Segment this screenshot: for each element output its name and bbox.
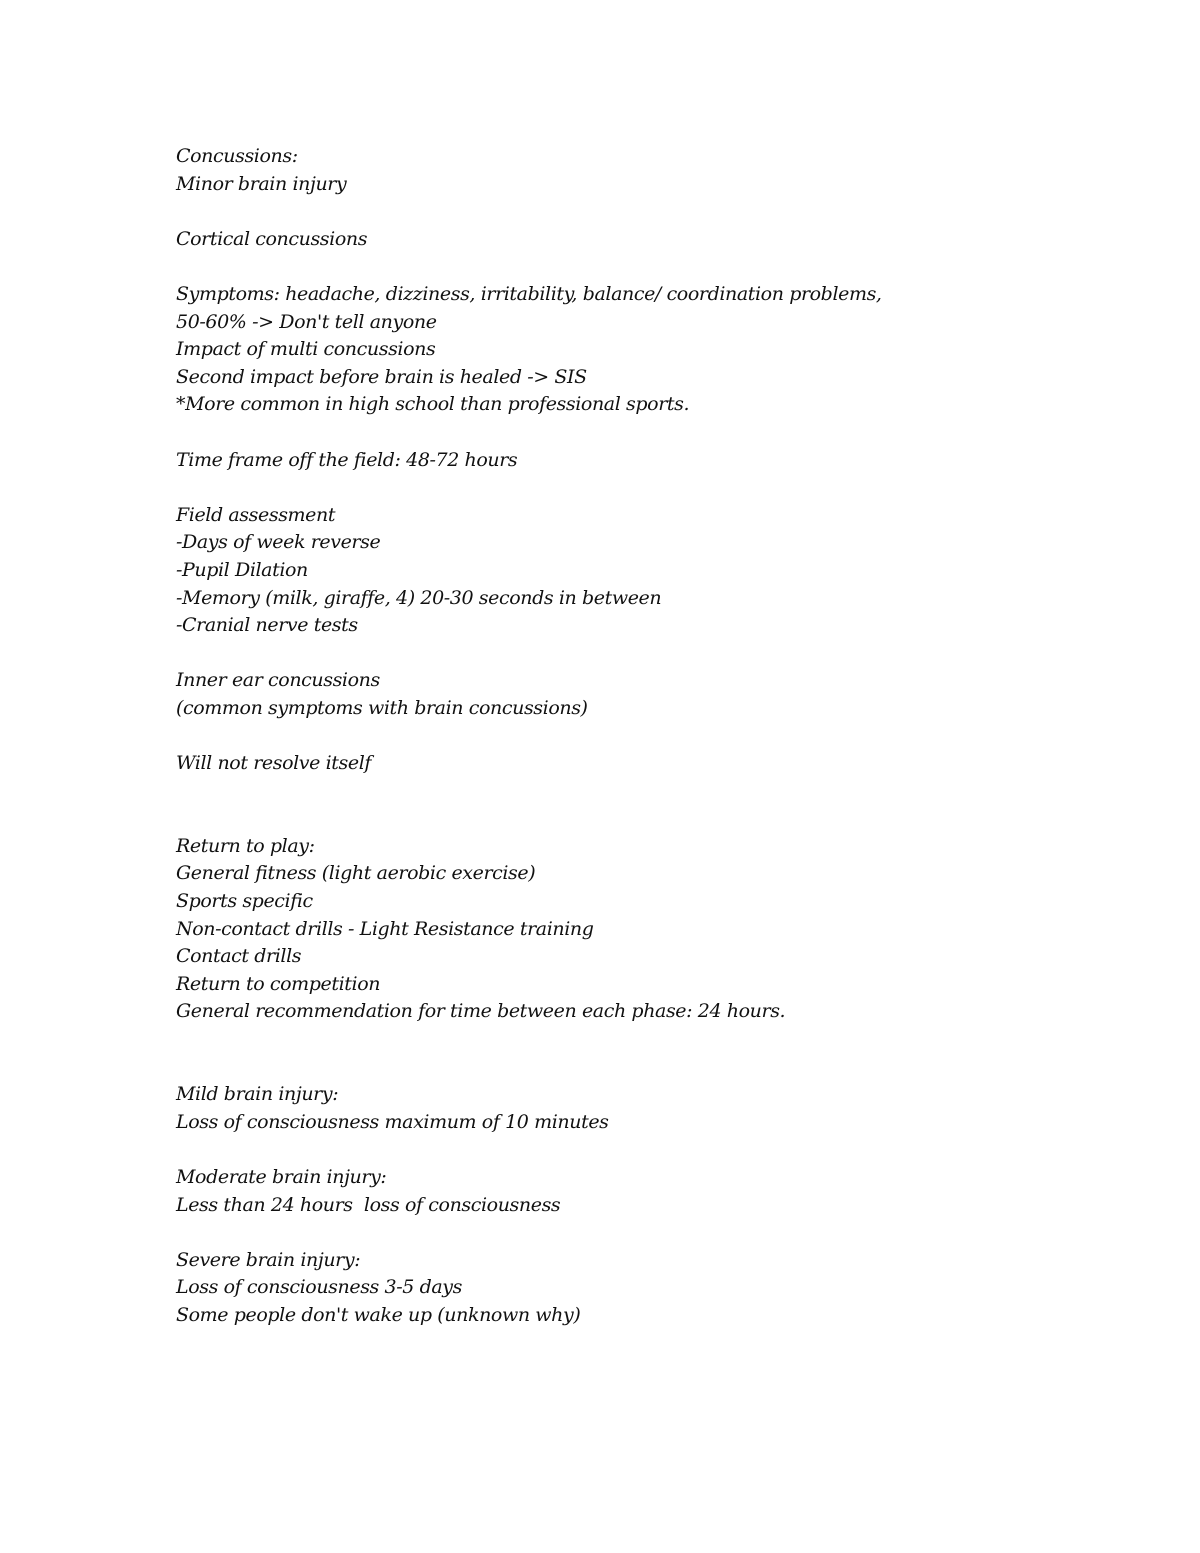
inner-ear-note: (common symptoms with brain concussions)	[176, 696, 588, 719]
field-assessment-item: -Days of week reverse	[176, 531, 381, 554]
return-to-play-step: General recommendation for time between each phase: 24 hours.	[176, 1000, 786, 1023]
return-to-play-heading: Return to play:	[176, 834, 315, 857]
moderate-injury-detail: Less than 24 hours loss of consciousness	[176, 1193, 561, 1216]
concussions-heading: Concussions:	[176, 145, 298, 167]
mild-injury-detail: Loss of consciousness maximum of 10 minutes	[176, 1110, 609, 1133]
field-assessment-heading: Field assessment	[176, 503, 336, 526]
spacer	[176, 722, 1076, 750]
return-to-play-step: Sports specific	[176, 890, 313, 913]
resolve-text: Will not resolve itself	[176, 752, 372, 775]
spacer	[176, 1026, 1076, 1081]
inner-ear-heading: Inner ear concussions	[176, 669, 380, 692]
spacer	[176, 474, 1076, 502]
return-to-play-step: Non-contact drills - Light Resistance training	[176, 917, 594, 940]
symptoms-line: Impact of multi concussions	[176, 338, 436, 361]
symptoms-line: Symptoms: headache, dizziness, irritability, balance/ coordination problems,	[176, 282, 882, 305]
spacer	[176, 640, 1076, 668]
severe-injury-heading: Severe brain injury:	[176, 1248, 361, 1271]
spacer	[176, 778, 1076, 833]
time-frame-text: Time frame off the field: 48-72 hours	[176, 448, 518, 471]
symptoms-line: Second impact before brain is healed -> SIS	[176, 365, 587, 388]
concussions-definition: Minor brain injury	[176, 172, 347, 195]
spacer	[176, 1136, 1076, 1164]
field-assessment-item: -Cranial nerve tests	[176, 614, 358, 637]
return-to-play-step: Return to competition	[176, 972, 381, 995]
document-body	[176, 143, 1076, 1330]
field-assessment-item: -Pupil Dilation	[176, 558, 308, 581]
spacer	[176, 419, 1076, 447]
return-to-play-step: General fitness (light aerobic exercise)	[176, 862, 536, 885]
symptoms-line: 50-60% -> Don't tell anyone	[176, 310, 437, 333]
spacer	[176, 253, 1076, 281]
cortical-concussions-title: Cortical concussions	[176, 227, 368, 250]
field-assessment-item: -Memory (milk, giraffe, 4) 20-30 seconds in between	[176, 586, 662, 609]
spacer	[176, 1219, 1076, 1247]
symptoms-line: *More common in high school than professional sports.	[176, 393, 690, 416]
return-to-play-step: Contact drills	[176, 945, 302, 968]
moderate-injury-heading: Moderate brain injury:	[176, 1165, 387, 1188]
mild-injury-heading: Mild brain injury:	[176, 1083, 339, 1106]
severe-injury-detail: Loss of consciousness 3-5 days	[176, 1276, 462, 1299]
spacer	[176, 198, 1076, 226]
severe-injury-detail: Some people don't wake up (unknown why)	[176, 1303, 581, 1326]
